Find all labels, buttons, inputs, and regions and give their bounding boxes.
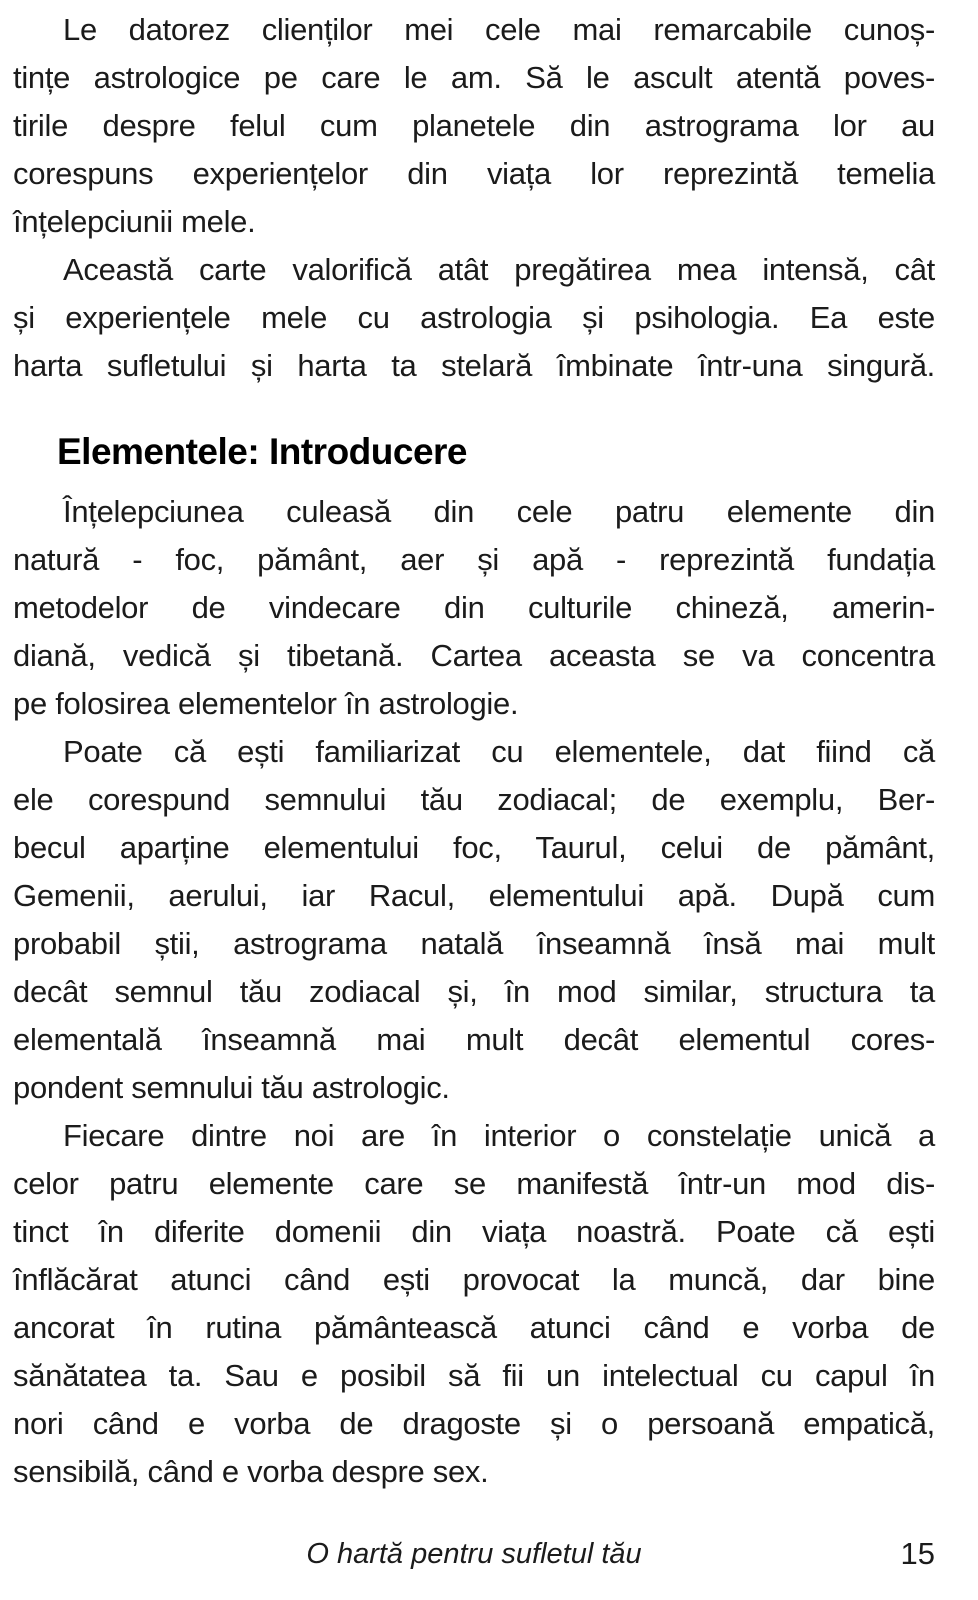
paragraph — [13, 6, 935, 246]
paragraph — [13, 1112, 935, 1496]
text-line: tinct în diferite domenii din viața noastră. Poate că ești — [13, 1214, 935, 1249]
text-line: metodelor de vindecare din culturile chineză, amerin- — [13, 590, 935, 625]
text-line: diană, vedică și tibetană. Cartea aceasta se va concentra — [13, 638, 935, 673]
text-line: probabil știi, astrograma natală înseamnă însă mai mult — [13, 926, 935, 961]
section-heading: Elementele: Introducere — [57, 431, 468, 472]
text-line: Le datorez clienților mei cele mai remarcabile cunoș- — [63, 12, 935, 47]
text-line: Înțelepciunea culeasă din cele patru elemente din — [63, 494, 935, 529]
text-line: înflăcărat atunci când ești provocat la muncă, dar bine — [13, 1262, 935, 1297]
text-line: becul aparține elementului foc, Taurul, celui de pământ, — [13, 830, 935, 865]
text-line: decât semnul tău zodiacal și, în mod similar, structura ta — [13, 974, 935, 1009]
text-line: pe folosirea elementelor în astrologie. — [13, 686, 519, 721]
text-line: nori când e vorba de dragoste și o persoană empatică, — [13, 1406, 935, 1441]
text-line: Fiecare dintre noi are în interior o constelație unică a — [63, 1118, 935, 1153]
text-line: sănătatea ta. Sau e posibil să fii un intelectual cu capul în — [13, 1358, 935, 1393]
text-line: ancorat în rutina pământească atunci când e vorba de — [13, 1310, 935, 1345]
text-line: sensibilă, când e vorba despre sex. — [13, 1454, 489, 1489]
page-footer — [13, 1534, 935, 1574]
text-line: Gemenii, aerului, iar Racul, elementului apă. După cum — [13, 878, 935, 913]
text-line: Poate că ești familiarizat cu elementele, dat fiind că — [63, 734, 935, 769]
page-content — [13, 6, 935, 1496]
running-title: O hartă pentru sufletul tău — [306, 1538, 642, 1570]
text-line: pondent semnului tău astrologic. — [13, 1070, 450, 1105]
paragraph — [13, 246, 935, 390]
text-line: tințe astrologice pe care le am. Să le ascult atentă poves- — [13, 60, 935, 95]
text-line: elementală înseamnă mai mult decât elementul cores- — [13, 1022, 935, 1057]
text-line: și experiențele mele cu astrologia și psihologia. Ea este — [13, 300, 935, 335]
text-line: Această carte valorifică atât pregătirea mea intensă, cât — [63, 252, 935, 287]
page-number: 15 — [900, 1536, 935, 1571]
text-line: harta sufletului și harta ta stelară îmbinate într-una singură. — [13, 348, 935, 383]
text-line: ele corespund semnului tău zodiacal; de exemplu, Ber- — [13, 782, 935, 817]
paragraph — [13, 728, 935, 1112]
text-line: înțelepciunii mele. — [13, 204, 256, 239]
paragraph-group-body — [13, 488, 935, 1496]
text-line: corespuns experiențelor din viața lor reprezintă temelia — [13, 156, 935, 191]
text-line: celor patru elemente care se manifestă într-un mod dis- — [13, 1166, 935, 1201]
text-line: natură - foc, pământ, aer și apă - reprezintă fundația — [13, 542, 935, 577]
paragraph — [13, 488, 935, 728]
paragraph-group-intro — [13, 6, 935, 390]
text-line: tirile despre felul cum planetele din astrograma lor au — [13, 108, 935, 143]
